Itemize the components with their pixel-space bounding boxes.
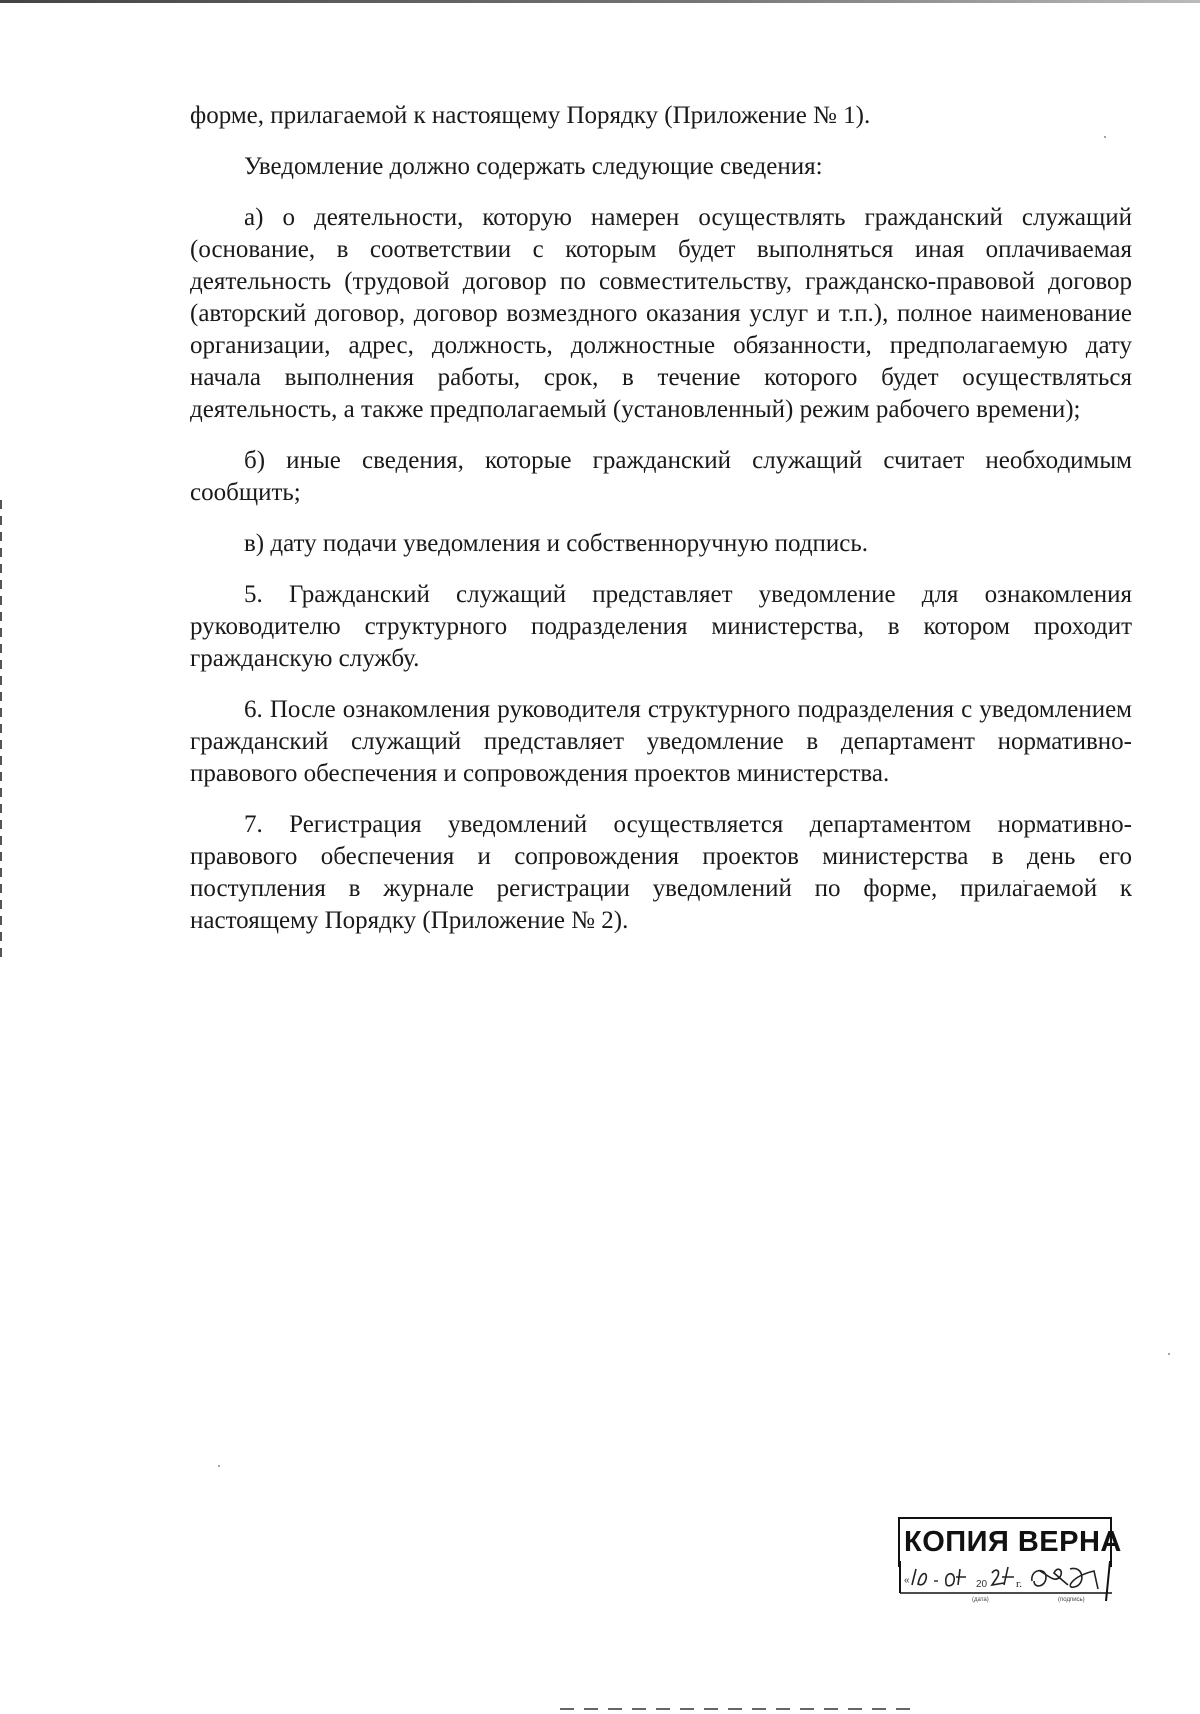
paragraph-item-v: в) дату подачи уведомления и собственноручную подпись.: [244, 530, 869, 557]
stamp-title: КОПИЯ ВЕРНА: [904, 1526, 1122, 1558]
paragraph-item-b: б) иные сведения, которые гражданский служащий считает необходимым сообщить;: [190, 447, 1132, 506]
paragraph-clause-7: 7. Регистрация уведомлений осуществляется департаментом нормативно-правового обеспечения и сопровождения проектов министерства в день его поступления в журнале регистрации уведомлений по форме, прилагаемой к настоящему Порядку (Приложение № 2).: [190, 811, 1132, 934]
paragraph-item-a: а) о деятельности, которую намерен осуществлять гражданский служащий (основание, в соответствии с которым будет выполняться иная оплачиваемая деятельность (трудовой договор по совместительству, гражданско-правовой договор (авторский договор, договор возмездного оказания услуг и т.п.), полное наименование организации, адрес, должность, должностные обязанности, предполагаемую дату начала выполнения работы, срок, в течение которого будет осуществляться деятельность, а также предполагаемый (установленный) режим рабочего времени);: [190, 204, 1132, 423]
svg-text:г.: г.: [1016, 1578, 1023, 1590]
paragraph-notice-contents: Уведомление должно содержать следующие сведения:: [244, 153, 823, 180]
svg-text:«: «: [904, 1575, 910, 1586]
copy-certified-stamp: [898, 1517, 1122, 1603]
stamp-frame: [898, 1517, 1122, 1567]
document-page: [190, 100, 1132, 956]
stamp-signature-caption: (подпись): [1058, 1597, 1085, 1603]
scan-speck: [218, 1465, 220, 1467]
scan-speck: [1168, 1353, 1170, 1355]
paragraph-form-reference: форме, прилагаемой к настоящему Порядку (Приложение № 1).: [190, 102, 871, 129]
scan-bottom-edge: [560, 1708, 920, 1710]
paragraph-clause-6: 6. После ознакомления руководителя структурного подразделения с уведомлением гражданский служащий представляет уведомление в департамент нормативно-правового обеспечения и сопровождения проектов министерства.: [190, 696, 1132, 787]
paragraph-clause-5: 5. Гражданский служащий представляет уведомление для ознакомления руководителю структурного подразделения министерства, в котором проходит гражданскую службу.: [190, 581, 1132, 672]
scan-left-edge: [0, 500, 2, 960]
svg-text:20: 20: [976, 1579, 988, 1590]
stamp-handwritten-date-signature: [898, 1561, 1112, 1603]
stamp-date-caption: (дата): [972, 1597, 989, 1603]
scan-top-edge: [0, 0, 1200, 3]
